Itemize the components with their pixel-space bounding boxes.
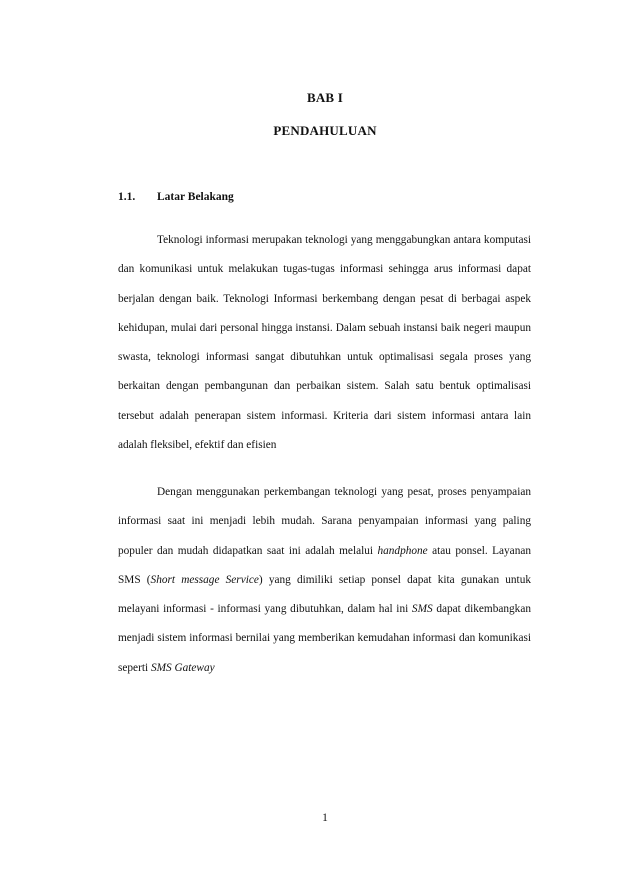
page-number: 1	[322, 812, 328, 824]
italic-term-short-message-service: Short message Service	[150, 573, 259, 586]
section-number: 1.1.	[118, 191, 136, 203]
paragraph-2-run-4: dapat dikembangkan menjadi sistem informasi bernilai yang memberikan kemudahan informasi dan komunikasi seperti	[118, 603, 531, 674]
paragraph-2-run-2: atau ponsel. Layanan SMS (	[118, 544, 531, 586]
paragraph-2-run-3: ) yang dimiliki setiap ponsel dapat kita gunakan untuk melayani informasi - informasi yang dibutuhkan, dalam hal ini	[118, 573, 531, 616]
section-heading	[118, 191, 234, 203]
chapter-label: BAB I	[306, 90, 344, 105]
chapter-title: PENDAHULUAN	[273, 123, 377, 138]
paragraph-2-run-1: Dengan menggunakan perkembangan teknologi yang pesat, proses penyampaian informasi saat ini menjadi lebih mudah. Sarana penyampaian informasi yang paling populer dan mudah didapatkan saat ini adalah melalui	[118, 486, 531, 557]
paragraph-1	[118, 226, 531, 460]
paragraph-2	[118, 478, 531, 683]
paragraph-1-text: Teknologi informasi merupakan teknologi yang menggabungkan antara komputasi dan komunikasi untuk melakukan tugas-tugas informasi sehingga arus informasi dapat berjalan dengan baik. Teknologi Informasi berkembang dengan pesat di berbagai aspek kehidupan, mulai dari personal hingga instansi. Dalam sebuah instansi baik negeri maupun swasta, teknologi informasi sangat dibutuhkan untuk optimalisasi segala proses yang berkaitan dengan pembangunan dan perbaikan sistem. Salah satu bentuk optimalisasi tersebut adalah penerapan sistem informasi. Kriteria dari sistem informasi antara lain adalah fleksibel, efektif dan efisien	[118, 234, 531, 452]
paragraph-2-text	[118, 478, 531, 683]
italic-term-handphone: handphone	[377, 544, 428, 557]
italic-term-sms: SMS	[411, 603, 433, 616]
italic-term-sms-gateway: SMS Gateway	[150, 661, 215, 674]
section-title: Latar Belakang	[157, 191, 234, 203]
